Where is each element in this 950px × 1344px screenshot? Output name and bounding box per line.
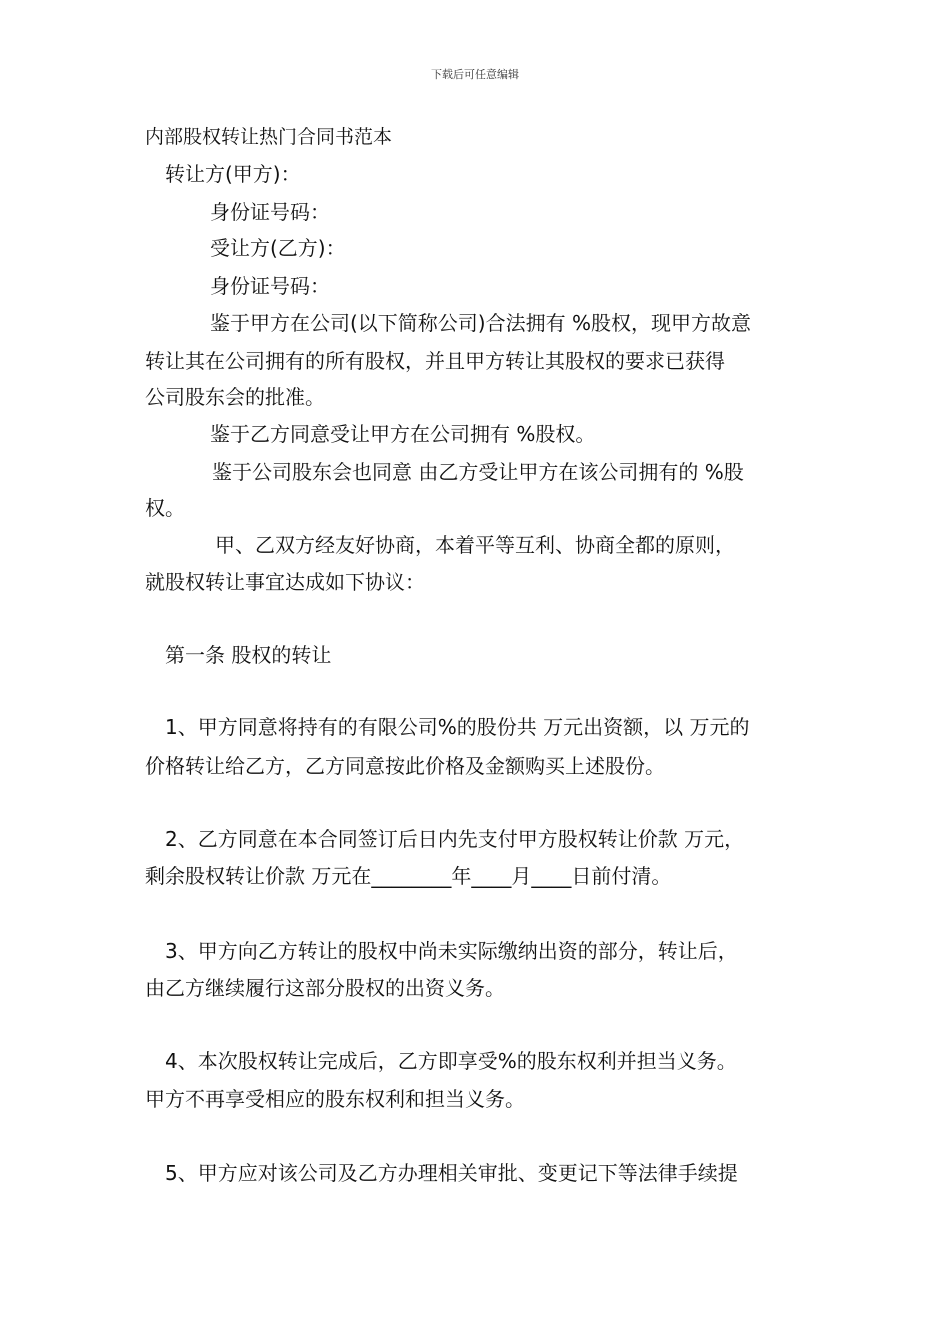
paragraph-line: 甲、乙双方经友好协商，本着平等互利、协商全都的原则， <box>215 533 735 557</box>
clause-line: 剩余股权转让价款 万元在________年____月____日前付清。 <box>145 864 672 888</box>
paragraph-line: 公司股东会的批准。 <box>145 385 325 409</box>
clause-line: 4、本次股权转让完成后，乙方即享受%的股东权利并担当义务。 <box>165 1049 737 1073</box>
clause-line: 价格转让给乙方，乙方同意按此价格及金额购买上述股份。 <box>145 754 665 778</box>
transferee-line: 受让方(乙方)： <box>210 236 346 260</box>
article-heading: 第一条 股权的转让 <box>165 643 332 667</box>
transferor-line: 转让方(甲方)： <box>165 162 301 186</box>
clause-line: 2、乙方同意在本合同签订后日内先支付甲方股权转让价款 万元， <box>165 827 745 851</box>
paragraph-line: 权。 <box>145 496 185 520</box>
clause-line: 由乙方继续履行这部分股权的出资义务。 <box>145 976 505 1000</box>
transferee-id-line: 身份证号码： <box>210 274 330 298</box>
clause-line: 5、甲方应对该公司及乙方办理相关审批、变更记下等法律手续提 <box>165 1161 738 1185</box>
clause-line: 1、甲方同意将持有的有限公司%的股份共 万元出资额，以 万元的 <box>165 715 750 739</box>
clause-line: 3、甲方向乙方转让的股权中尚未实际缴纳出资的部分，转让后， <box>165 939 738 963</box>
paragraph-line: 鉴于乙方同意受让甲方在公司拥有 %股权。 <box>210 422 596 446</box>
paragraph-line: 鉴于公司股东会也同意 由乙方受让甲方在该公司拥有的 %股 <box>212 460 744 484</box>
clause-line: 甲方不再享受相应的股东权利和担当义务。 <box>145 1087 525 1111</box>
paragraph-line: 就股权转让事宜达成如下协议： <box>145 570 425 594</box>
paragraph-line: 鉴于甲方在公司(以下简称公司)合法拥有 %股权，现甲方故意 <box>210 311 751 335</box>
transferor-id-line: 身份证号码： <box>210 200 330 224</box>
page-header: 下载后可任意编辑 <box>431 68 519 81</box>
paragraph-line: 转让其在公司拥有的所有股权，并且甲方转让其股权的要求已获得 <box>145 349 725 373</box>
document-title: 内部股权转让热门合同书范本 <box>145 126 393 148</box>
